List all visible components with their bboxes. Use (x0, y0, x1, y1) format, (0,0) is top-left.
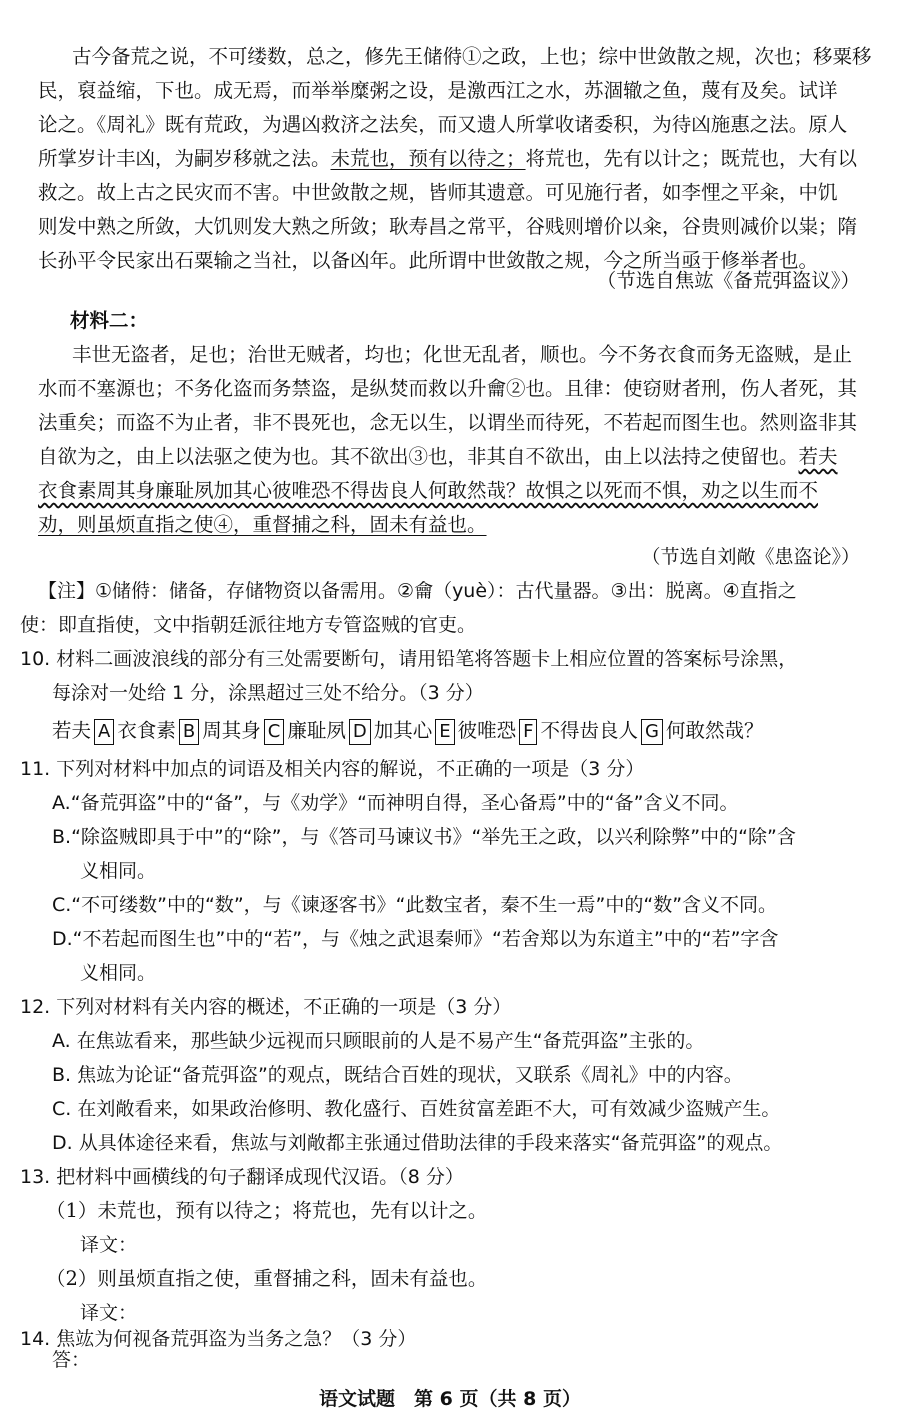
q12-option-a: A. 在焦竑看来，那些缺少远视而只顾眼前的人是不易产生“备荒弭盗”主张的。 (52, 1030, 705, 1052)
break-marker-d[interactable]: D (349, 719, 371, 745)
material1-line-5: 救之。故上古之民灾而不害。中世敛散之规，皆师其遗意。可见施行者，如李悝之平籴，中饥 (38, 181, 838, 204)
material1-line-6: 则发中熟之所敛，大饥则发大熟之所敛；耿寿昌之常平，谷贱则增价以籴，谷贵则减价以粜；隋 (38, 215, 858, 238)
q12-option-b: B. 焦竑为论证“备荒弭盗”的观点，既结合百姓的现状，又联系《周礼》中的内容。 (52, 1064, 743, 1086)
q12-option-c: C. 在刘敞看来，如果政治修明、教化盛行、百姓贫富差距不大，可有效减少盗贼产生。 (52, 1098, 781, 1120)
material2-line-1: 丰世无盗者，足也；治世无贼者，均也；化世无乱者，顺也。今不务衣食而务无盗贼，是止 (72, 343, 853, 366)
notes-line-1: 【注】①储偫：储备，存储物资以备需用。②龠（yuè）：古代量器。③出：脱离。④直指之 (38, 580, 797, 602)
break-marker-e[interactable]: E (435, 719, 454, 745)
material1-line-3: 论之。《周礼》既有荒政，为遇凶救济之法矣，而又遗人所掌收诸委积，为待凶施惠之法。原人 (38, 113, 848, 136)
q10-segment: 周其身 (202, 719, 261, 742)
break-marker-f[interactable]: F (519, 719, 537, 745)
material2-source: （节选自刘敞《患盗论》） (641, 546, 860, 568)
material1-line-4-head: 所掌岁计丰凶，为嗣岁移就之法。 (38, 147, 331, 170)
notes-line-2: 使：即直指使，文中指朝廷派往地方专管盗贼的官吏。 (20, 614, 477, 636)
q13-sentence-2: （2）则虽烦直指之使，重督捕之科，固未有益也。 (46, 1267, 488, 1290)
material1-source: （节选自焦竑《备荒弭盗议》） (596, 269, 860, 292)
q12-option-d: D. 从具体途径来看，焦竑与刘敞都主张通过借助法律的手段来落实“备荒弭盗”的观点。 (52, 1132, 783, 1154)
q10-segment: 廉耻夙 (287, 719, 346, 742)
q10-segment: 不得齿良人 (540, 719, 638, 742)
underlined-sentence-2: 劝，则虽烦直指之使④，重督捕之科，固未有益也。 (38, 513, 487, 536)
material2-line-4 (38, 440, 838, 474)
q10-segment: 衣食素 (117, 719, 176, 742)
q14-stem: 14. 焦竑为何视备荒弭盗为当务之急？（3 分） (20, 1328, 417, 1350)
break-marker-c[interactable]: C (264, 719, 285, 745)
q11-option-a: A.“备荒弭盗”中的“备”，与《劝学》“而神明自得，圣心备焉”中的“备”含义不同。 (52, 792, 739, 814)
q11-option-d-line-2: 义相同。 (80, 962, 157, 984)
break-marker-b[interactable]: B (179, 719, 199, 745)
q10-segment: 加其心 (373, 719, 433, 742)
q13-translation-label-1: 译文： (80, 1234, 138, 1256)
q12-stem: 12. 下列对材料有关内容的概述，不正确的一项是（3 分） (20, 996, 512, 1018)
material2-line-2: 水而不塞源也；不务化盗而务禁盗，是纵焚而救以升龠②也。且律：使窃财者刑，伤人者死，其 (38, 377, 858, 400)
q13-stem: 13. 把材料中画横线的句子翻译成现代汉语。（8 分） (20, 1166, 464, 1188)
underlined-sentence-1: 未荒也，预有以待之； (330, 147, 526, 170)
material2-line-3: 法重矣；而盗不为止者，非不畏死也，念无以生，以谓坐而待死，不若起而图生也。然则盗非其 (38, 411, 858, 434)
material1-line-4 (38, 142, 857, 176)
q10-segment: 彼唯恐 (457, 719, 517, 742)
q10-stem-line-1: 10. 材料二画波浪线的部分有三处需要断句，请用铅笔将答题卡上相应位置的答案标号涂黑， (20, 648, 798, 670)
q11-stem: 11. 下列对材料中加点的词语及相关内容的解说，不正确的一项是（3 分） (20, 758, 645, 780)
page-footer: 语文试题 第 6 页（共 8 页） (319, 1388, 581, 1410)
q11-option-c: C.“不可缕数”中的“数”，与《谏逐客书》“此数宝者，秦不生一焉”中的“数”含义不同。 (52, 894, 778, 916)
break-marker-g[interactable]: G (641, 719, 663, 745)
material2-line-6 (38, 508, 487, 542)
q13-sentence-1: （1）未荒也，预有以待之；将荒也，先有以计之。 (46, 1199, 488, 1222)
q14-answer-label: 答： (52, 1349, 91, 1371)
q11-option-d-line-1: D.“不若起而图生也”中的“若”，与《烛之武退秦师》“若舍郑以为东道主”中的“若”字含 (52, 928, 779, 950)
material2-line-5 (38, 474, 818, 508)
material2-heading: 材料二： (70, 309, 149, 332)
q11-option-b-line-1: B.“除盗贼即具于中”的“除”，与《答司马谏议书》“举先王之政，以兴利除弊”中的“除”含 (52, 826, 796, 848)
q11-option-b-line-2: 义相同。 (80, 860, 157, 882)
wavy-sentence-start: 若夫 (798, 445, 838, 468)
q10-segment: 若夫 (52, 719, 92, 742)
wavy-sentence: 衣食素周其身廉耻夙加其心彼唯恐不得齿良人何敢然哉？故惧之以死而不惧，劝之以生而不 (38, 479, 819, 502)
material1-line-7: 长孙平令民家出石粟输之当社，以备凶年。此所谓中世敛散之规，今之所当亟于修举者也。 (38, 249, 819, 272)
q13-translation-label-2: 译文： (80, 1302, 138, 1324)
q10-sentence-breaks (52, 714, 763, 748)
q10-segment: 何敢然哉？ (665, 719, 764, 742)
material2-line-4-text: 自欲为之，由上以法驱之使为也。其不欲出③也，非其自不欲出，由上以法持之使留也。 (38, 445, 799, 468)
q10-stem-line-2: 每涂对一处给 1 分，涂黑超过三处不给分。（3 分） (52, 682, 484, 704)
material1-line-4-tail: 将荒也，先有以计之；既荒也，大有以 (525, 147, 858, 170)
break-marker-a[interactable]: A (94, 719, 114, 745)
material1-line-1: 古今备荒之说，不可缕数，总之，修先王储偫①之政，上也；综中世敛散之规，次也；移粟移 (72, 45, 872, 68)
material1-line-2: 民，裒益缩，下也。成无焉，而举举糜粥之设，是激西江之水，苏涸辙之鱼，蔑有及矣。试详 (38, 79, 838, 102)
